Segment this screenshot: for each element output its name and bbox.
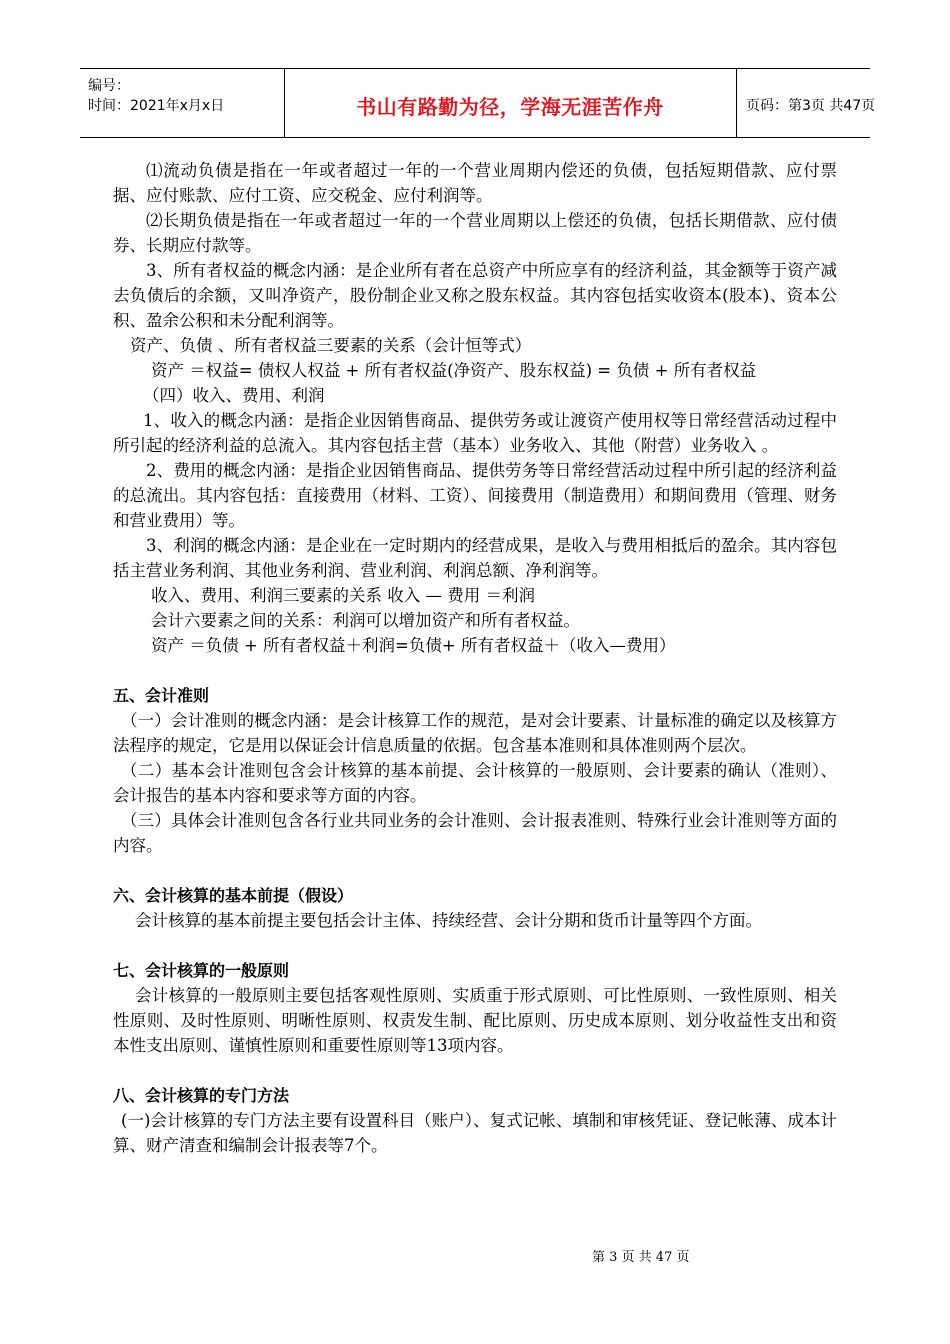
- paragraph-basic-standards: （二）基本会计准则包含会计核算的基本前提、会计核算的一般原则、会计要素的确认（准则）、会计报告的基本内容和要求等方面的内容。: [113, 761, 837, 805]
- number-label: 编号：: [88, 78, 130, 94]
- header-info-cell: [80, 69, 285, 137]
- heading-section-seven: 七、会计核算的一般原则: [113, 961, 290, 980]
- paragraph-standards-concept: （一）会计准则的概念内涵：是会计核算工作的规范，是对会计要素、计量标准的确定以及核算方法程序的规定，它是用以保证会计信息质量的依据。包含基本准则和具体准则两个层次。: [113, 711, 837, 755]
- date-label: 时间：2021年x月x日: [88, 98, 225, 114]
- paragraph-long-term-liabilities: ⑵长期负债是指在一年或者超过一年的一个营业周期以上偿还的负债，包括长期借款、应付债券、长期应付款等。: [113, 211, 837, 255]
- paragraph-owners-equity: 3、所有者权益的概念内涵：是企业所有者在总资产中所应享有的经济利益，其金额等于资产减去负债后的余额，又叫净资产，股份制企业又称之股东权益。其内容包括实收资本(股本)、资本公积、盈余公积和未分配利润等。: [113, 261, 837, 330]
- page-footer: 第 3 页 共 47 页: [592, 1250, 690, 1265]
- paragraph-profit-relation: 收入、费用、利润三要素的关系 收入 — 费用 ＝利润: [151, 586, 535, 605]
- paragraph-section-four: （四）收入、费用、利润: [143, 386, 325, 405]
- paragraph-general-principles: 会计核算的一般原则主要包括客观性原则、实质重于形式原则、可比性原则、一致性原则、相关性原则、及时性原则、明晰性原则、权责发生制、配比原则、历史成本原则、划分收益性支出和资本性支出原则、谨慎性原则和重要性原则等13项内容。: [113, 986, 837, 1055]
- header-motto-cell: [284, 69, 737, 137]
- motto-text: 书山有路勤为径，学海无涯苦作舟: [356, 95, 664, 119]
- paragraph-accounting-equation: 资产 ＝权益= 债权人权益 + 所有者权益(净资产、股东权益) = 负债 + 所有者权益: [151, 361, 757, 380]
- paragraph-profit: 3、利润的概念内涵：是企业在一定时期内的经营成果，是收入与费用相抵后的盈余。其内容包括主营业务利润、其他业务利润、营业利润、利润总额、净利润等。: [113, 536, 837, 580]
- header-page-cell: [736, 69, 876, 137]
- paragraph-current-liabilities: ⑴流动负债是指在一年或者超过一年的一个营业周期内偿还的负债，包括短期借款、应付票据、应付账款、应付工资、应交税金、应付利润等。: [113, 161, 837, 205]
- paragraph-six-elements: 会计六要素之间的关系：利润可以增加资产和所有者权益。: [151, 611, 580, 630]
- heading-section-eight: 八、会计核算的专门方法: [113, 1086, 290, 1105]
- heading-section-five: 五、会计准则: [113, 686, 210, 705]
- page-number-label: 页码：第3页 共47页: [746, 98, 876, 114]
- paragraph-revenue: 1、收入的概念内涵：是指企业因销售商品、提供劳务或让渡资产使用权等日常经营活动过程中所引起的经济利益的总流入。其内容包括主营（基本）业务收入、其他（附营）业务收入 。: [113, 411, 837, 455]
- paragraph-special-methods: (一)会计核算的专门方法主要有设置科目（账户）、复式记帐、填制和审核凭证、登记帐薄、成本计算、财产清查和编制会计报表等7个。: [113, 1111, 837, 1155]
- document-body: [113, 158, 837, 1158]
- paragraph-expense: 2、费用的概念内涵：是指企业因销售商品、提供劳务等日常经营活动过程中所引起的经济利益的总流出。其内容包括：直接费用（材料、工资）、间接费用（制造费用）和期间费用（管理、财务和营业费用）等。: [113, 461, 837, 530]
- paragraph-basic-premises: 会计核算的基本前提主要包括会计主体、持续经营、会计分期和货币计量等四个方面。: [135, 911, 762, 930]
- heading-section-six: 六、会计核算的基本前提（假设）: [113, 886, 354, 905]
- paragraph-extended-equation: 资产 ＝负债 + 所有者权益＋利润=负债+ 所有者权益＋（收入—费用）: [151, 636, 676, 655]
- paragraph-equation-title: 资产、负债 、所有者权益三要素的关系（会计恒等式）: [130, 336, 532, 355]
- page-header: [80, 68, 876, 138]
- paragraph-specific-standards: （三）具体会计准则包含各行业共同业务的会计准则、会计报表准则、特殊行业会计准则等方面的内容。: [113, 811, 837, 855]
